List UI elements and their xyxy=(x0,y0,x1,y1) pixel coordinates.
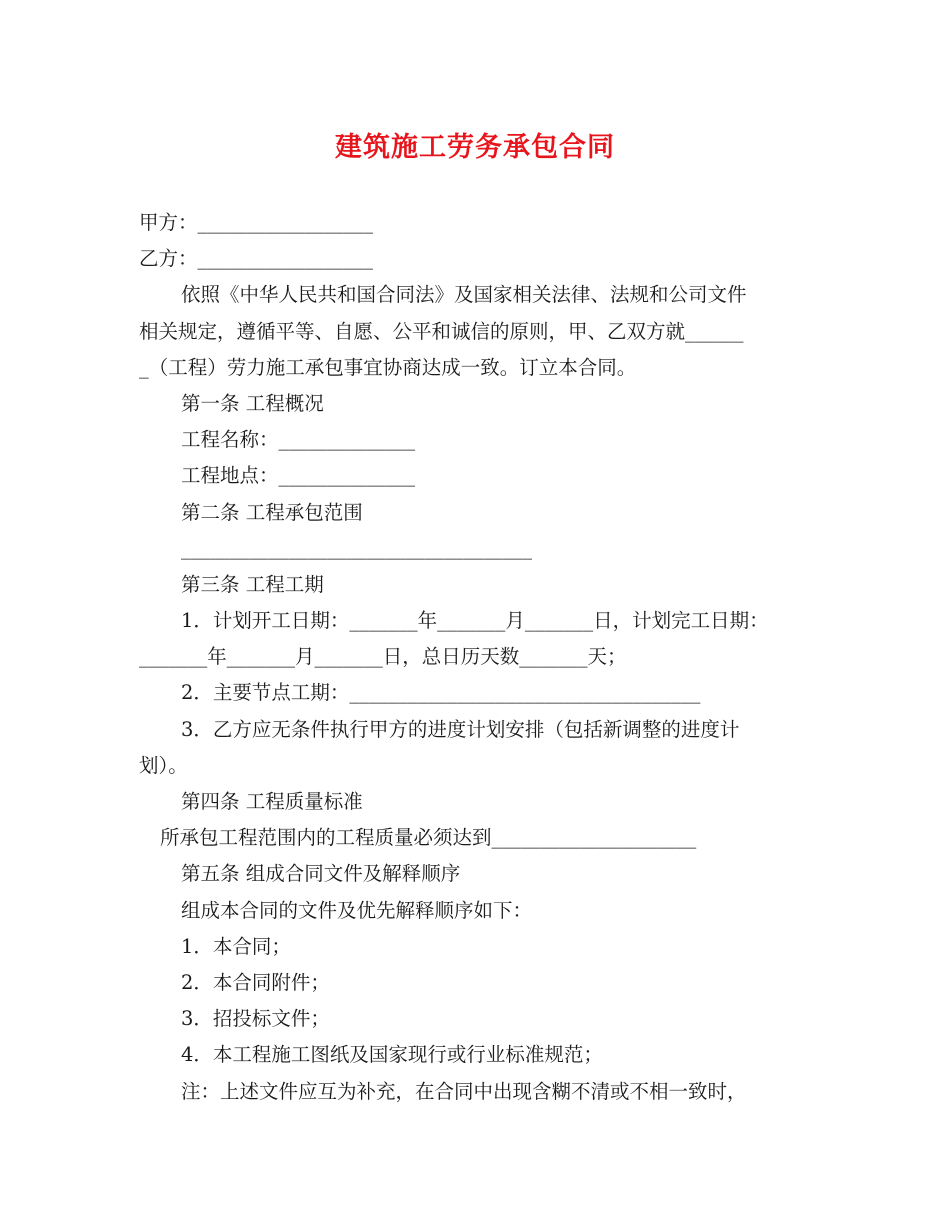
article-4-heading: 第四条 工程质量标准 xyxy=(181,790,363,813)
schedule-item-3-line-1: 3．乙方应无条件执行甲方的进度计划安排（包括新调整的进度计 xyxy=(181,717,740,741)
party-a-line: 甲方：__________________ xyxy=(139,211,374,234)
quality-standard-line: 所承包工程范围内的工程质量必须达到_____________________ xyxy=(160,826,697,850)
preamble-line-1: 依照《中华人民共和国合同法》及国家相关法律、法规和公司文件 xyxy=(181,283,747,307)
note-line: 注：上述文件应互为补充，在合同中出现含糊不清或不相一致时， xyxy=(181,1079,747,1103)
documents-intro-line: 组成本合同的文件及优先解释顺序如下： xyxy=(181,898,533,922)
article-2-heading: 第二条 工程承包范围 xyxy=(181,500,363,524)
document-title: 建筑施工劳务承包合同 xyxy=(335,132,615,163)
article-3-heading: 第三条 工程工期 xyxy=(181,572,324,596)
preamble-line-3: _（工程）劳力施工承包事宜协商达成一致。订立本合同。 xyxy=(139,355,637,379)
document-item-3: 3．招投标文件； xyxy=(181,1007,330,1031)
document-item-1: 1．本合同； xyxy=(181,934,291,958)
document-item-4: 4．本工程施工图纸及国家现行或行业标准规范； xyxy=(181,1043,603,1067)
contract-body xyxy=(139,205,829,1110)
party-b-line: 乙方：__________________ xyxy=(139,247,374,271)
schedule-item-3-line-2: 划）。 xyxy=(139,753,188,777)
project-location-line: 工程地点：______________ xyxy=(181,464,416,488)
preamble-line-2: 相关规定，遵循平等、自愿、公平和诚信的原则，甲、乙双方就______ xyxy=(139,319,744,343)
schedule-item-2: 2．主要节点工期：____________________________________ xyxy=(181,681,701,705)
document-item-2: 2．本合同附件； xyxy=(181,970,330,994)
article-5-heading: 第五条 组成合同文件及解释顺序 xyxy=(181,862,461,886)
article-1-heading: 第一条 工程概况 xyxy=(181,391,324,415)
schedule-item-1-line-2: _______年_______月_______日，总日历天数_______天； xyxy=(139,645,627,669)
schedule-item-1-line-1: 1．计划开工日期：_______年_______月_______日，计划完工日期： xyxy=(181,609,769,633)
project-name-line: 工程名称：______________ xyxy=(181,428,416,452)
scope-blank-line: ____________________________________ xyxy=(181,536,532,560)
